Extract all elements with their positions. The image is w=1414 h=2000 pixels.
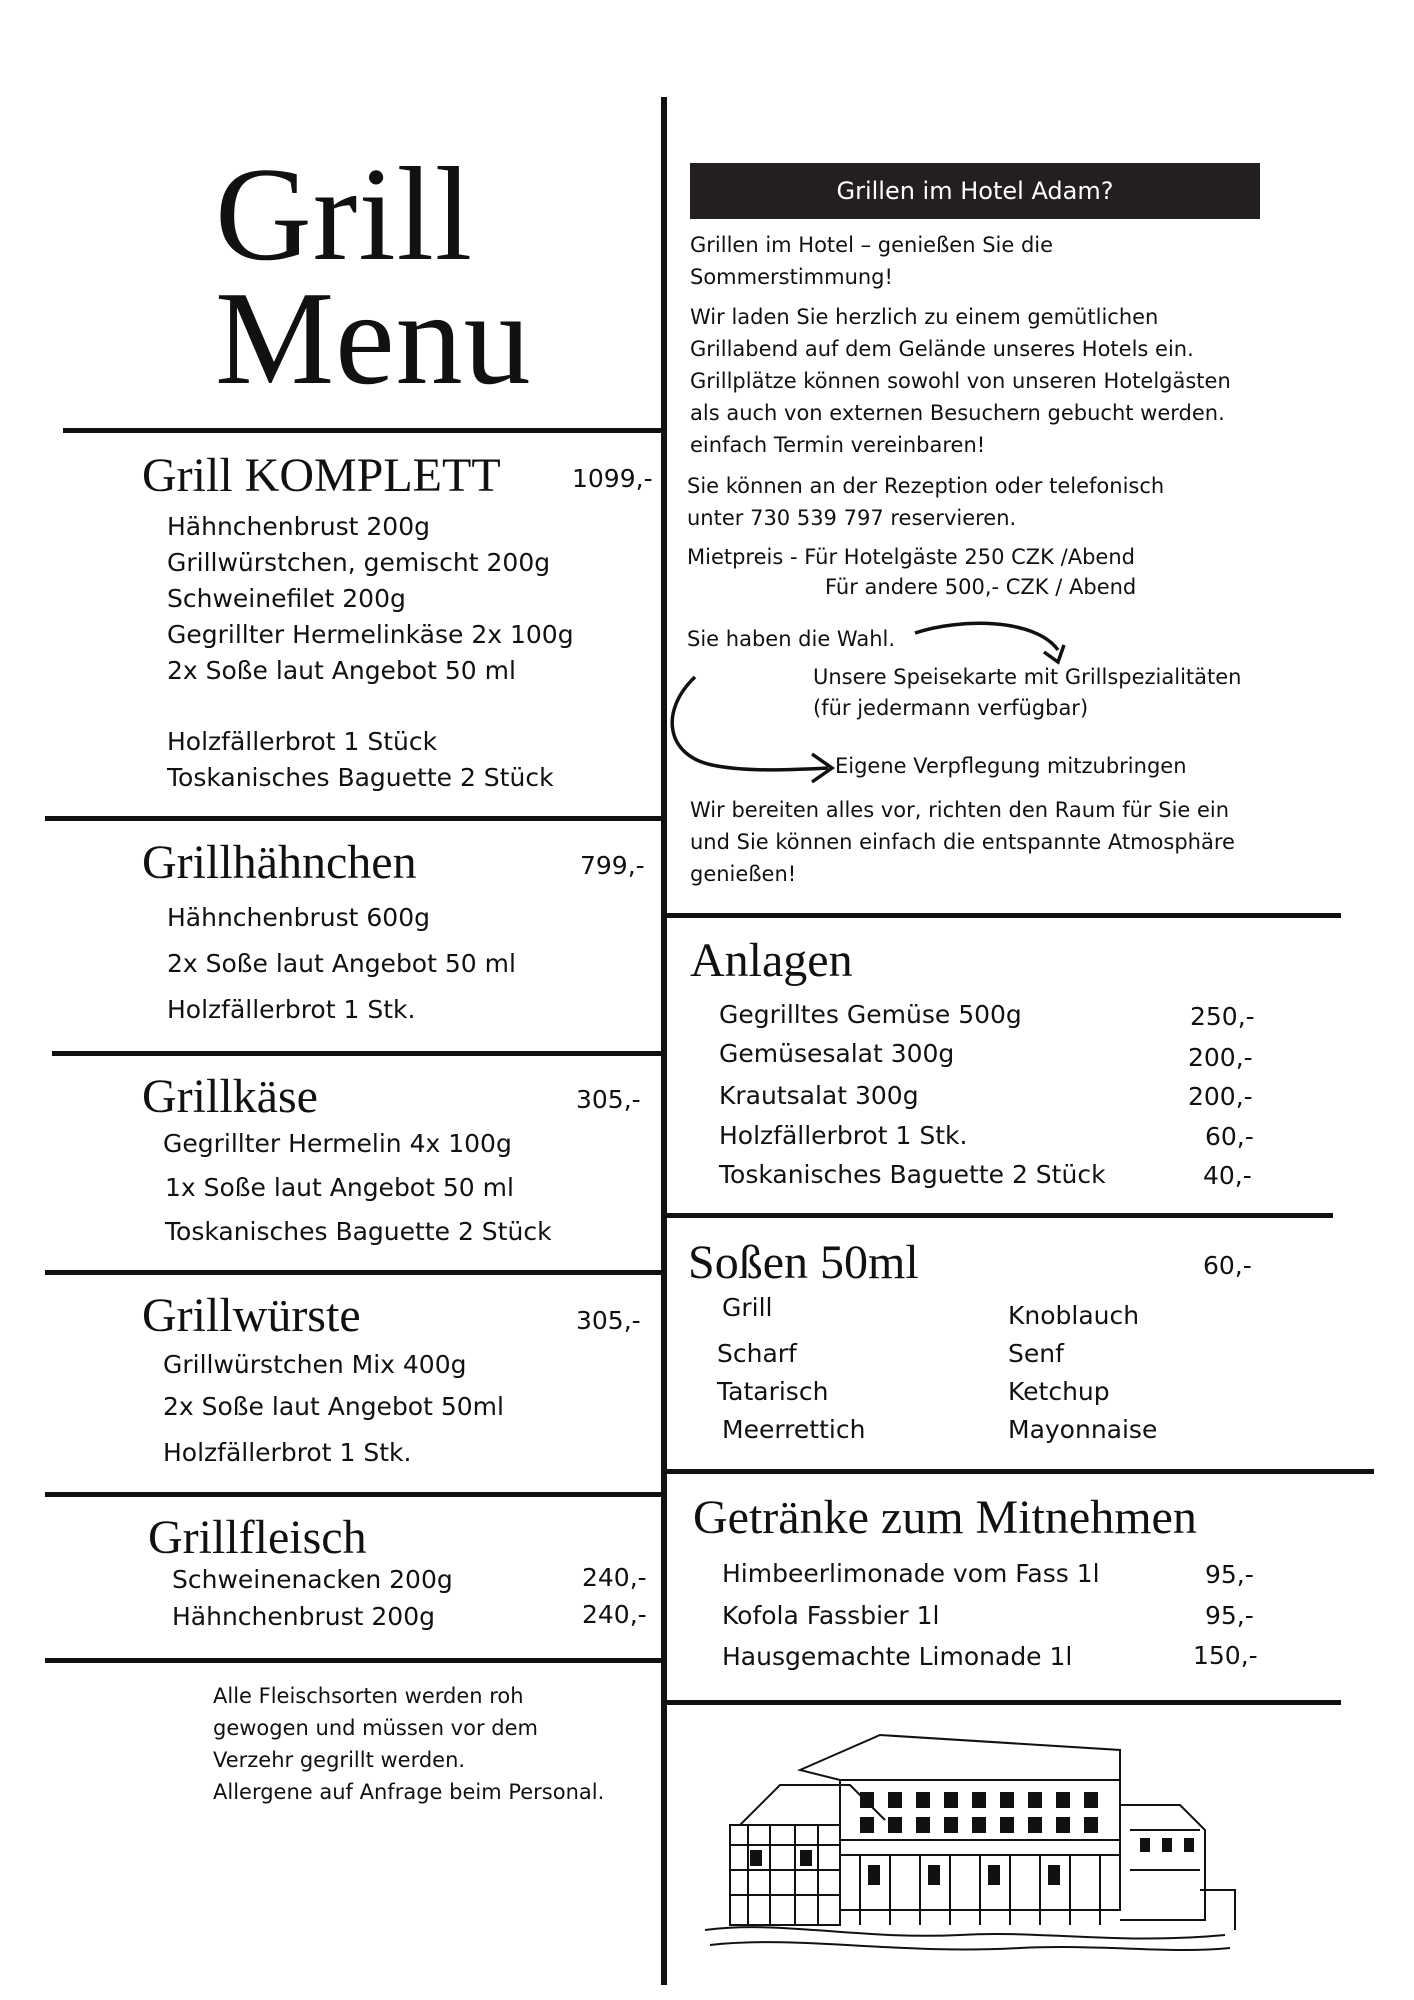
komplett-item: Gegrillter Hermelinkäse 2x 100g [167,620,574,649]
info-line: unter 730 539 797 reservieren. [687,506,1017,530]
info-line: Grillen im Hotel – genießen Sie die [690,233,1054,257]
sauce-item: Tatarisch [717,1377,829,1406]
komplett-price: 1099,- [572,464,653,493]
fleisch-item-name: Schweinenacken 200g [172,1565,453,1594]
choice-text: Sie haben die Wahl. [687,627,896,651]
info-line: (für jedermann verfügbar) [813,696,1089,720]
note-line: Verzehr gegrillt werden. [213,1748,466,1772]
sauce-item: Ketchup [1008,1377,1110,1406]
hotel-illustration [700,1730,1240,1960]
sossen-title: Soßen 50ml [688,1236,919,1289]
drink-item-price: 95,- [1205,1601,1254,1630]
anlagen-item-name: Toskanisches Baguette 2 Stück [719,1160,1106,1189]
menu-title-line1: Grill [215,140,474,288]
anlagen-item-name: Holzfällerbrot 1 Stk. [719,1121,968,1150]
fleisch-item-price: 240,- [582,1600,647,1629]
anlagen-item-price: 40,- [1203,1161,1252,1190]
note-line: Allergene auf Anfrage beim Personal. [213,1780,605,1804]
menu-title-line2: Menu [215,264,532,412]
option-own-food: Eigene Verpflegung mitzubringen [835,754,1187,778]
komplett-item: Hähnchenbrust 200g [167,512,430,541]
komplett-item: Grillwürstchen, gemischt 200g [167,548,551,577]
wuerste-price: 305,- [576,1306,641,1335]
anlagen-item-name: Gegrilltes Gemüse 500g [719,1000,1022,1029]
sauce-item: Mayonnaise [1008,1415,1158,1444]
sossen-price: 60,- [1203,1251,1252,1280]
kaese-title: Grillkäse [142,1070,318,1123]
info-line: und Sie können einfach die entspannte Atmosphäre [690,830,1235,854]
info-line: Sommerstimmung! [690,265,893,289]
sauce-item: Knoblauch [1008,1301,1140,1330]
wuerste-title: Grillwürste [142,1289,361,1342]
kaese-price: 305,- [576,1085,641,1114]
wuerste-item: Holzfällerbrot 1 Stk. [163,1438,412,1467]
anlagen-item-price: 250,- [1190,1002,1255,1031]
komplett-item: Schweinefilet 200g [167,584,406,613]
kaese-item: Gegrillter Hermelin 4x 100g [163,1129,512,1158]
anlagen-item-name: Krautsalat 300g [719,1081,919,1110]
drink-item-price: 150,- [1193,1641,1258,1670]
komplett-extra: Toskanisches Baguette 2 Stück [167,763,554,792]
info-line: Grillabend auf dem Gelände unseres Hotels ein. [690,337,1194,361]
drink-item-name: Himbeerlimonade vom Fass 1l [722,1559,1100,1588]
fleisch-item-name: Hähnchenbrust 200g [172,1602,435,1631]
drink-item-price: 95,- [1205,1560,1254,1589]
wuerste-item: 2x Soße laut Angebot 50ml [163,1392,504,1421]
haehnchen-title: Grillhähnchen [142,836,417,889]
kaese-item: 1x Soße laut Angebot 50 ml [165,1173,514,1202]
haehnchen-price: 799,- [580,851,645,880]
fleisch-item-price: 240,- [582,1563,647,1592]
anlagen-item-name: Gemüsesalat 300g [719,1039,955,1068]
info-paragraph-5 [690,794,1235,890]
info-line: genießen! [690,862,797,886]
komplett-item: 2x Soße laut Angebot 50 ml [167,656,516,685]
divider-right-1 [661,913,1341,918]
info-line: Unsere Speisekarte mit Grillspezialitäten [813,665,1242,689]
drink-item-name: Kofola Fassbier 1l [722,1601,940,1630]
komplett-extra: Holzfällerbrot 1 Stück [167,727,438,756]
fleisch-title: Grillfleisch [148,1511,367,1564]
info-line: einfach Termin vereinbaren! [690,433,986,457]
anlagen-item-price: 60,- [1205,1122,1254,1151]
kaese-item: Toskanisches Baguette 2 Stück [165,1217,552,1246]
info-banner: Grillen im Hotel Adam? [690,163,1260,219]
drink-item-name: Hausgemachte Limonade 1l [722,1642,1073,1671]
anlagen-title: Anlagen [690,934,853,987]
sauce-item: Grill [722,1293,773,1322]
wuerste-item: Grillwürstchen Mix 400g [163,1350,467,1379]
info-line: Sie können an der Rezeption oder telefonisch [687,474,1165,498]
info-line: als auch von externen Besuchern gebucht werden. [690,401,1225,425]
info-line: Wir bereiten alles vor, richten den Raum für Sie ein [690,798,1230,822]
divider-right-4 [661,1700,1341,1705]
note-line: gewogen und müssen vor dem [213,1716,538,1740]
haehnchen-item: 2x Soße laut Angebot 50 ml [167,949,516,978]
info-line: Für andere 500,- CZK / Abend [825,575,1137,599]
info-line: Grillplätze können sowohl von unseren Hotelgästen [690,369,1231,393]
anlagen-item-price: 200,- [1188,1043,1253,1072]
haehnchen-item: Hähnchenbrust 600g [167,903,430,932]
sauce-item: Scharf [717,1339,797,1368]
info-line: Wir laden Sie herzlich zu einem gemütlichen [690,305,1159,329]
note-line: Alle Fleischsorten werden roh [213,1684,524,1708]
divider-right-2 [661,1213,1333,1218]
sauce-item: Senf [1008,1339,1064,1368]
getraenke-title: Getränke zum Mitnehmen [693,1491,1197,1544]
sauce-item: Meerrettich [722,1415,866,1444]
komplett-title: Grill KOMPLETT [142,449,501,502]
divider-right-3 [661,1469,1374,1474]
info-line: Mietpreis - Für Hotelgäste 250 CZK /Abend [687,545,1135,569]
anlagen-item-price: 200,- [1188,1082,1253,1111]
haehnchen-item: Holzfällerbrot 1 Stk. [167,995,416,1024]
